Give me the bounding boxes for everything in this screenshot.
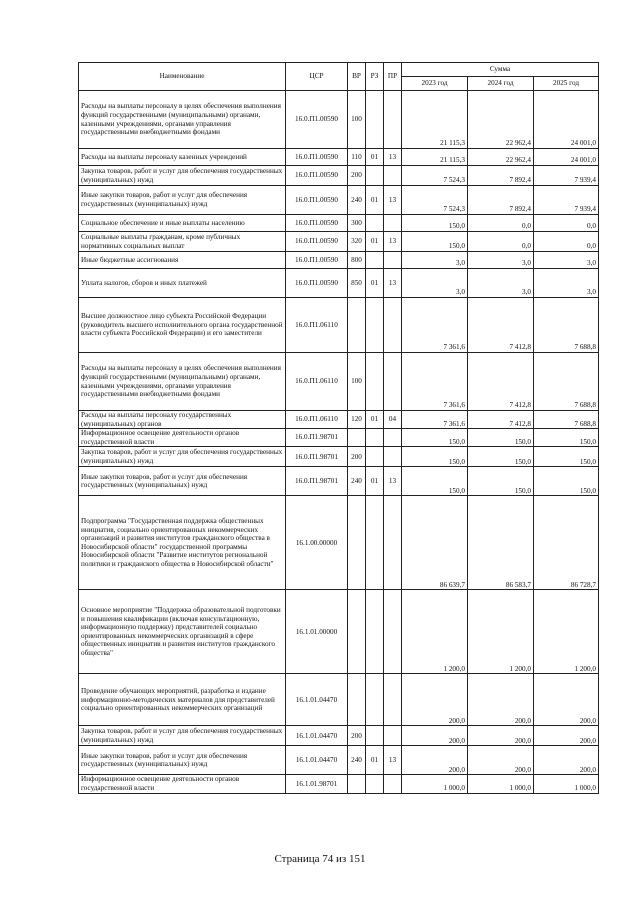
row-value-2024: 7 412,8 [468,353,534,411]
row-pr [384,590,402,674]
row-value-2025: 0,0 [534,232,599,252]
row-value-2023: 7 361,6 [402,298,468,353]
row-value-2025: 7 939,4 [534,166,599,186]
header-name: Наименование [79,63,286,91]
row-csr: 16.0.П1.00590 [286,91,348,149]
row-rz: 01 [366,411,384,429]
table-body [79,91,599,794]
row-pr [384,91,402,149]
row-pr: 13 [384,746,402,775]
row-rz [366,353,384,411]
row-rz: 01 [366,149,384,166]
table-row [79,232,599,252]
header-year-2023: 2023 год [402,77,468,91]
row-value-2025: 24 001,0 [534,91,599,149]
row-name: Уплата налогов, сборов и иных платежей [79,269,286,298]
row-value-2024: 0,0 [468,215,534,232]
row-value-2024: 150,0 [468,429,534,447]
table-row [79,496,599,590]
table-row [79,166,599,186]
row-rz [366,298,384,353]
row-value-2025: 0,0 [534,215,599,232]
header-vr: ВР [348,63,366,91]
row-rz: 01 [366,232,384,252]
row-name: Расходы на выплаты персоналу в целях обеспечения выполнения функций государственными (муниципальными) органами, казенными учреждениями, органами управления государственными внебюджетными фондами [79,353,286,411]
row-csr: 16.0.П1.98701 [286,467,348,496]
row-rz [366,590,384,674]
row-pr: 13 [384,149,402,166]
row-pr [384,674,402,726]
row-value-2025: 3,0 [534,269,599,298]
row-value-2023: 150,0 [402,429,468,447]
row-value-2025: 7 688,8 [534,298,599,353]
row-pr [384,166,402,186]
row-name: Расходы на выплаты персоналу в целях обеспечения выполнения функций государственными (муниципальными) органами, казенными учреждениями, органами управления государственными внебюджетными фондами [79,91,286,149]
row-vr: 300 [348,215,366,232]
table-row [79,149,599,166]
row-name: Иные закупки товаров, работ и услуг для обеспечения государственных (муниципальных) нужд [79,467,286,496]
row-pr [384,215,402,232]
row-name: Иные бюджетные ассигнования [79,252,286,269]
row-value-2025: 200,0 [534,674,599,726]
row-rz [366,215,384,232]
row-name: Иные закупки товаров, работ и услуг для обеспечения государственных (муниципальных) нужд [79,746,286,775]
row-value-2024: 7 892,4 [468,186,534,215]
row-value-2023: 200,0 [402,726,468,746]
row-value-2024: 150,0 [468,467,534,496]
row-value-2025: 150,0 [534,467,599,496]
row-pr: 13 [384,467,402,496]
row-pr: 13 [384,186,402,215]
table-row [79,467,599,496]
row-csr: 16.1.01.00000 [286,590,348,674]
row-value-2023: 200,0 [402,674,468,726]
table-row [79,746,599,775]
row-vr: 320 [348,232,366,252]
row-value-2024: 1 200,0 [468,590,534,674]
row-rz [366,496,384,590]
row-vr: 200 [348,447,366,467]
header-sum: Сумма [402,63,599,77]
row-vr: 110 [348,149,366,166]
page-number: Страница 74 из 151 [274,853,366,865]
row-value-2023: 150,0 [402,467,468,496]
row-name: Подпрограмма "Государственная поддержка общественных инициатив, социально ориентированных некоммерческих организаций и развития институтов гражданского общества в Новосибирской области" государственной программы Новосибирской области "Развитие институтов региональной политики и гражданского общества в Новосибирской области" [79,496,286,590]
row-csr: 16.0.П1.06110 [286,411,348,429]
row-name: Расходы на выплаты персоналу казенных учреждений [79,149,286,166]
row-vr: 240 [348,467,366,496]
row-value-2023: 7 361,6 [402,353,468,411]
row-csr: 16.0.П1.06110 [286,353,348,411]
row-csr: 16.0.П1.00590 [286,166,348,186]
row-value-2023: 3,0 [402,269,468,298]
row-value-2025: 200,0 [534,726,599,746]
row-value-2024: 7 412,8 [468,411,534,429]
table-row [79,429,599,447]
row-value-2023: 21 115,3 [402,91,468,149]
row-vr: 100 [348,353,366,411]
row-rz: 01 [366,269,384,298]
row-vr: 120 [348,411,366,429]
table-row [79,252,599,269]
row-value-2023: 7 524,3 [402,186,468,215]
table-row [79,447,599,467]
row-value-2024: 3,0 [468,269,534,298]
row-value-2023: 3,0 [402,252,468,269]
row-name: Социальные выплаты гражданам, кроме публичных нормативных социальных выплат [79,232,286,252]
row-pr: 13 [384,269,402,298]
row-value-2025: 7 939,4 [534,186,599,215]
row-value-2024: 1 000,0 [468,775,534,793]
row-value-2024: 22 962,4 [468,91,534,149]
row-rz [366,91,384,149]
row-value-2025: 200,0 [534,746,599,775]
row-value-2024: 0,0 [468,232,534,252]
row-vr: 800 [348,252,366,269]
row-value-2023: 7 524,3 [402,166,468,186]
row-pr: 04 [384,411,402,429]
row-csr: 16.0.П1.98701 [286,447,348,467]
table-row [79,775,599,793]
row-pr [384,252,402,269]
row-value-2023: 7 361,6 [402,411,468,429]
row-value-2024: 3,0 [468,252,534,269]
row-csr: 16.1.01.04470 [286,726,348,746]
row-name: Расходы на выплаты персоналу государственных (муниципальных) органов [79,411,286,429]
row-pr [384,496,402,590]
row-csr: 16.0.П1.00590 [286,269,348,298]
row-csr: 16.1.00.00000 [286,496,348,590]
row-pr [384,429,402,447]
row-value-2024: 86 583,7 [468,496,534,590]
row-vr: 200 [348,726,366,746]
row-csr: 16.0.П1.06110 [286,298,348,353]
header-year-2024: 2024 год [468,77,534,91]
row-value-2023: 86 639,7 [402,496,468,590]
row-pr [384,353,402,411]
row-csr: 16.1.01.98701 [286,775,348,793]
row-rz [366,166,384,186]
row-csr: 16.0.П1.98701 [286,429,348,447]
row-name: Высшее должностное лицо субъекта Российской Федерации (руководитель высшего исполнительного органа государственной власти субъекта Российской Федерации) и его заместители [79,298,286,353]
row-name: Информационное освещение деятельности органов государственной власти [79,429,286,447]
table-row [79,674,599,726]
row-pr [384,775,402,793]
row-value-2025: 1 200,0 [534,590,599,674]
row-vr [348,298,366,353]
row-value-2025: 24 001,0 [534,149,599,166]
row-vr: 240 [348,186,366,215]
table-row [79,91,599,149]
row-rz [366,726,384,746]
header-csr: ЦСР [286,63,348,91]
row-value-2025: 150,0 [534,447,599,467]
row-value-2025: 7 688,8 [534,411,599,429]
row-csr: 16.0.П1.00590 [286,215,348,232]
header-pr: ПР [384,63,402,91]
row-name: Закупка товаров, работ и услуг для обеспечения государственных (муниципальных) нужд [79,166,286,186]
row-vr: 850 [348,269,366,298]
row-value-2023: 150,0 [402,447,468,467]
table-row [79,186,599,215]
row-csr: 16.0.П1.00590 [286,149,348,166]
row-value-2024: 200,0 [468,746,534,775]
row-rz: 01 [366,746,384,775]
row-value-2023: 1 000,0 [402,775,468,793]
row-rz [366,674,384,726]
row-pr [384,726,402,746]
table-row [79,411,599,429]
row-name: Закупка товаров, работ и услуг для обеспечения государственных (муниципальных) нужд [79,726,286,746]
table-row [79,298,599,353]
row-vr: 200 [348,166,366,186]
row-vr [348,775,366,793]
row-name: Основное мероприятие "Поддержка образовательной подготовки и повышения квалификации (включая консультационную, информационную поддержку) представителей социально ориентированных некоммерческих организаций в сфере общественных инициатив и развития институтов гражданского общества" [79,590,286,674]
row-vr: 240 [348,746,366,775]
row-value-2025: 150,0 [534,429,599,447]
row-value-2025: 86 728,7 [534,496,599,590]
row-value-2023: 150,0 [402,232,468,252]
row-value-2024: 200,0 [468,726,534,746]
row-csr: 16.1.01.04470 [286,746,348,775]
row-rz [366,447,384,467]
row-value-2025: 3,0 [534,252,599,269]
table-row [79,590,599,674]
row-pr [384,298,402,353]
row-value-2024: 150,0 [468,447,534,467]
row-pr [384,447,402,467]
row-rz: 01 [366,467,384,496]
row-rz [366,429,384,447]
row-value-2023: 150,0 [402,215,468,232]
row-csr: 16.0.П1.00590 [286,232,348,252]
row-vr: 100 [348,91,366,149]
row-name: Социальное обеспечение и иные выплаты населению [79,215,286,232]
row-value-2024: 7 412,8 [468,298,534,353]
row-csr: 16.0.П1.00590 [286,186,348,215]
row-value-2025: 1 000,0 [534,775,599,793]
row-value-2024: 200,0 [468,674,534,726]
row-name: Информационное освещение деятельности органов государственной власти [79,775,286,793]
row-csr: 16.0.П1.00590 [286,252,348,269]
row-vr [348,496,366,590]
row-vr [348,590,366,674]
row-name: Иные закупки товаров, работ и услуг для обеспечения государственных (муниципальных) нужд [79,186,286,215]
row-name: Проведение обучающих мероприятий, разработка и издание информационно-методических материалов для представителей социально ориентированных некоммерческих организаций [79,674,286,726]
row-rz [366,252,384,269]
row-vr [348,429,366,447]
table-row [79,269,599,298]
budget-table [78,62,599,794]
row-csr: 16.1.01.04470 [286,674,348,726]
table-row [79,215,599,232]
row-vr [348,674,366,726]
table-row [79,353,599,411]
row-value-2023: 21 115,3 [402,149,468,166]
row-value-2023: 1 200,0 [402,590,468,674]
row-value-2025: 7 688,8 [534,353,599,411]
row-name: Закупка товаров, работ и услуг для обеспечения государственных (муниципальных) нужд [79,447,286,467]
header-rz: РЗ [366,63,384,91]
row-value-2023: 200,0 [402,746,468,775]
row-value-2024: 22 962,4 [468,149,534,166]
table-row [79,726,599,746]
header-year-2025: 2025 год [534,77,599,91]
row-rz: 01 [366,186,384,215]
row-value-2024: 7 892,4 [468,166,534,186]
row-rz [366,775,384,793]
row-pr: 13 [384,232,402,252]
